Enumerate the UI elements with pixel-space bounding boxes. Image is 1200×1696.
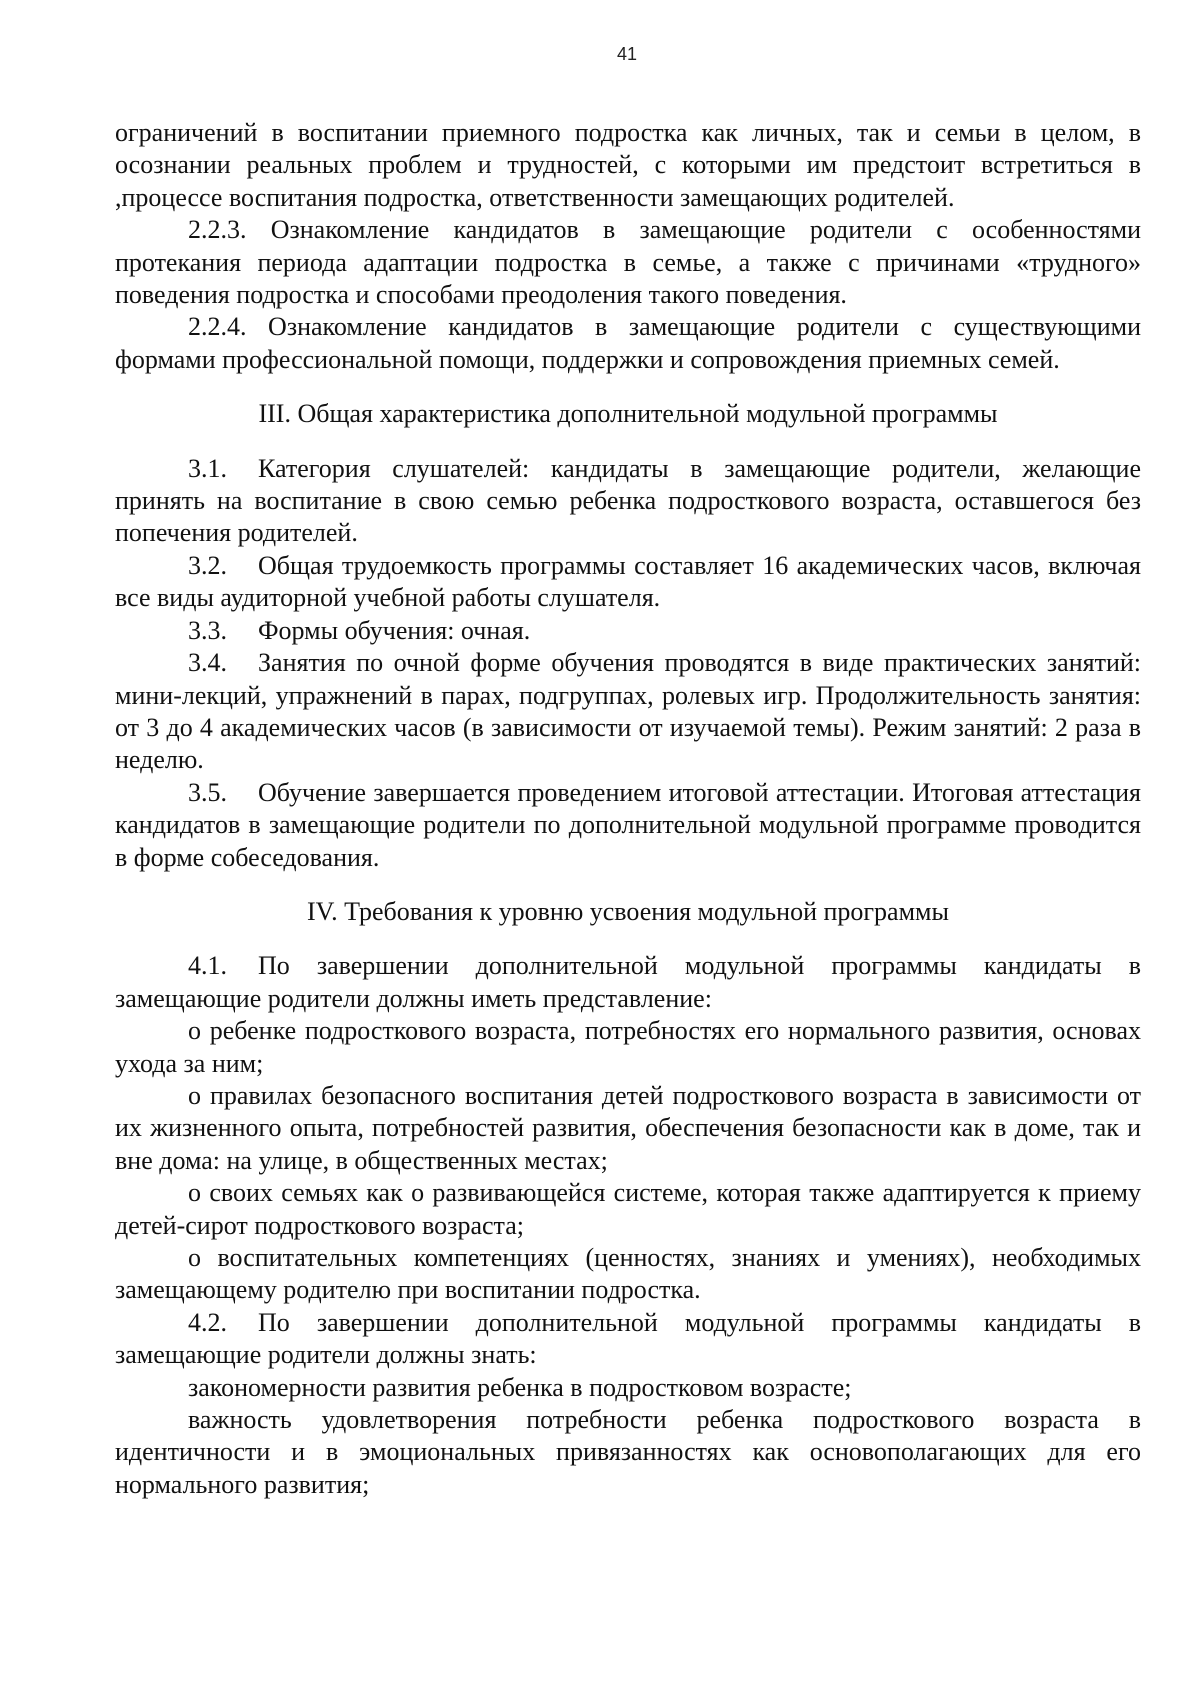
item-text: Обучение завершается проведением итоговой аттестации. Итоговая аттестация кандидатов в замещающие родители по дополнительной модульной программе проводится в форме собеседования.	[115, 777, 1141, 872]
paragraph-4-1	[115, 950, 1141, 1015]
paragraph-2-2-3: 2.2.3. Ознакомление кандидатов в замещающие родители с особенностями протекания периода адаптации подростка в семье, а также с причинами «трудного» поведения подростка и способами преодоления такого поведения.	[115, 215, 1141, 310]
paragraph-continuation: ограничений в воспитании приемного подростка как личных, так и семьи в целом, в осознании реальных проблем и трудностей, с которыми им предстоит встретиться в ,процессе воспитания подростка, ответственности замещающих родителей.	[115, 118, 1141, 212]
item-text: Формы обучения: очная.	[258, 615, 531, 645]
item-number: 4.2.	[188, 1307, 227, 1337]
item-text: По завершении дополнительной модульной программы кандидаты в замещающие родители должны иметь представление:	[115, 951, 1141, 1013]
paragraph-3-5	[115, 777, 1141, 874]
section-heading-3: III. Общая характеристика дополнительной модульной программы	[258, 399, 998, 429]
item-number: 3.4.	[188, 648, 227, 678]
item-text: Общая трудоемкость программы составляет 16 академических часов, включая все виды аудиторной учебной работы слушателя.	[115, 550, 1141, 613]
item-number: 4.1.	[188, 951, 227, 981]
paragraph-3-4	[115, 647, 1141, 777]
list-item: закономерности развития ребенка в подростковом возрасте;	[188, 1372, 852, 1402]
item-number: 3.2.	[188, 550, 227, 580]
list-item: о воспитательных компетенциях (ценностях, знаниях и умениях), необходимых замещающему родителю при воспитании подростка.	[115, 1243, 1141, 1305]
list-item: о своих семьях как о развивающейся системе, которая также адаптируется к приему детей-сирот подросткового возраста;	[115, 1178, 1141, 1240]
paragraph-3-3	[115, 615, 1141, 647]
item-text: Занятия по очной форме обучения проводятся в виде практических занятий: мини-лекций, упражнений в парах, подгруппах, ролевых игр. Продолжительность занятия: от 3 до 4 академических часов (в зависимости от изучаемой темы). Режим занятий: 2 раза в неделю.	[115, 648, 1141, 775]
page-number: 41	[616, 44, 638, 64]
list-item: о правилах безопасного воспитания детей подросткового возраста в зависимости от их жизненного опыта, потребностей развития, обеспечения безопасности как в доме, так и вне дома: на улице, в общественных местах;	[115, 1080, 1141, 1175]
paragraph-3-1	[115, 453, 1141, 550]
list-item: важность удовлетворения потребности ребенка подросткового возраста в идентичности и в эмоциональных привязанностях как основополагающих для его нормального развития;	[115, 1405, 1141, 1499]
item-text: По завершении дополнительной модульной программы кандидаты в замещающие родители должны знать:	[115, 1307, 1141, 1370]
paragraph-2-2-4: 2.2.4. Ознакомление кандидатов в замещающие родители с существующими формами профессиональной помощи, поддержки и сопровождения приемных семей.	[115, 312, 1141, 374]
document-body	[115, 117, 1141, 1501]
item-number: 3.5.	[188, 777, 227, 807]
paragraph-4-2	[115, 1307, 1141, 1372]
paragraph-3-2	[115, 550, 1141, 615]
item-number: 3.3.	[188, 615, 227, 645]
list-item: о ребенке подросткового возраста, потребностях его нормального развития, основах ухода за ним;	[115, 1016, 1141, 1078]
section-heading-4: IV. Требования к уровню усвоения модульной программы	[307, 896, 949, 926]
item-number: 3.1.	[188, 453, 227, 483]
item-text: Категория слушателей: кандидаты в замещающие родители, желающие принять на воспитание в свою семью ребенка подросткового возраста, оставшегося без попечения родителей.	[115, 453, 1141, 548]
